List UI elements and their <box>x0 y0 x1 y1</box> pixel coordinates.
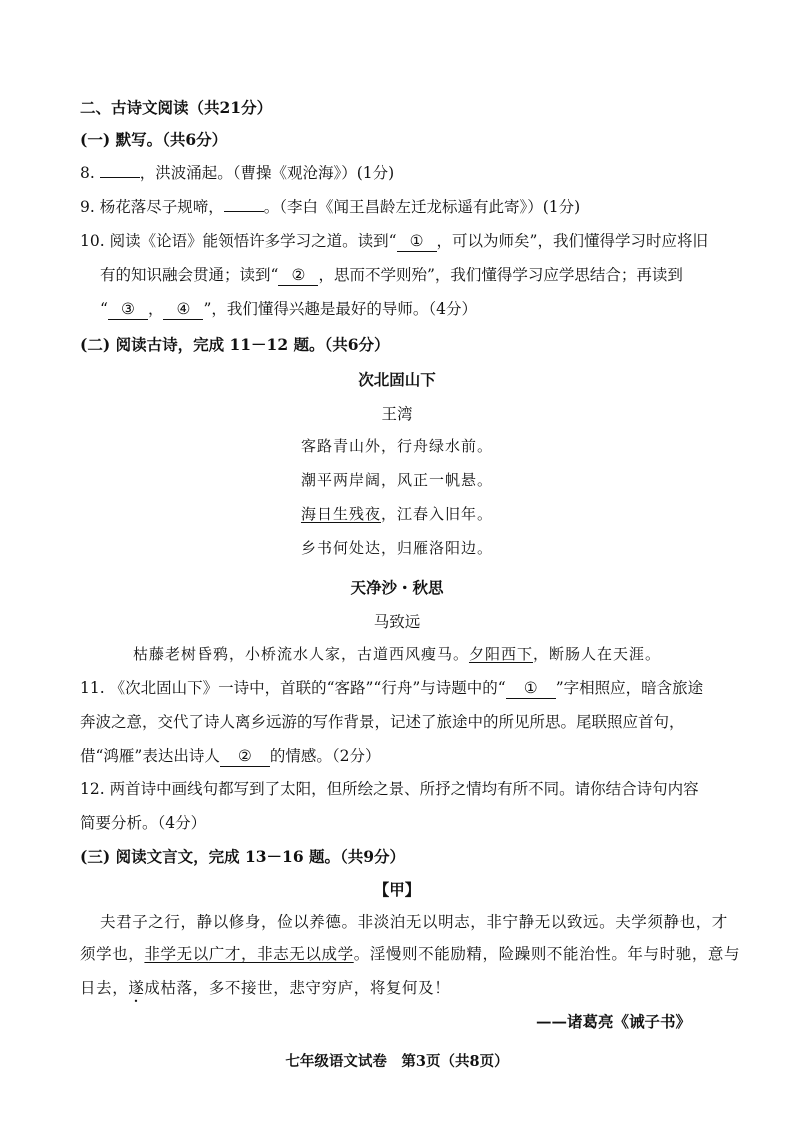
q10-text: ，思而不学则殆”，我们懂得学习应学思结合；再读到 <box>318 266 683 284</box>
poem2-text <box>0 644 794 664</box>
q11-text: ”字相照应，暗含旅途 <box>555 679 704 697</box>
question-12-line2: 简要分析。（4分） <box>80 814 207 832</box>
q8-text: ，洪波涌起。（曹操《观沧海》）(1分) <box>139 164 395 182</box>
passage-text: 日去， <box>80 979 129 997</box>
q10-text: 10. 阅读《论语》能领悟许多学习之道。读到“ <box>80 232 397 250</box>
q11-blank-2[interactable]: ② <box>220 746 270 767</box>
q10-blank-1[interactable]: ① <box>397 231 437 252</box>
question-10-line1 <box>80 231 708 252</box>
passage-jia-line: 夫君子之行，静以修身，俭以养德。非淡泊无以明志，非宁静无以致远。夫学须静也，才 <box>100 913 728 931</box>
q11-blank-1[interactable]: ① <box>506 678 556 699</box>
q10-text: ”，我们懂得兴趣是最好的导师。（4分） <box>203 300 477 318</box>
part2-title: (二) 阅读古诗，完成 11－12 题。（共6分） <box>80 335 390 354</box>
passage-jia-line-3 <box>80 978 450 1006</box>
question-10-line2 <box>100 265 683 286</box>
q11-text: 11. 《次北固山下》一诗中，首联的“客路”“行舟”与诗题中的“ <box>80 679 506 697</box>
poem1-line: 乡书何处达，归雁洛阳边。 <box>300 539 493 557</box>
q10-text: “ <box>100 300 108 318</box>
q8-answer-blank[interactable] <box>100 177 140 178</box>
section-title: 二、古诗文阅读（共21分） <box>80 98 273 117</box>
q10-text: ，可以为师矣”，我们懂得学习时应将旧 <box>436 232 708 250</box>
poem1-title: 次北固山下 <box>358 370 436 389</box>
question-11-line2: 奔波之意，交代了诗人离乡远游的写作背景，记述了旅途中的所见所思。尾联照应首句， <box>80 713 685 731</box>
poem1-line-3 <box>0 504 794 524</box>
q9-text-start: 9. 杨花落尽子规啼， <box>80 198 224 216</box>
poem2-text-part: 枯藤老树昏鸦，小桥流水人家，古道西风瘦马。 <box>132 645 469 663</box>
passage-underlined-sentence: 非学无以广才，非志无以成学 <box>144 945 354 963</box>
question-12-line1: 12. 两首诗中画线句都写到了太阳，但所绘之景、所抒之情均有所不同。请你结合诗句内容 <box>80 780 699 798</box>
q10-text: 有的知识融会贯通；读到“ <box>100 266 279 284</box>
poem1-author: 王湾 <box>381 405 413 423</box>
passage-source: ——诸葛亮《诫子书》 <box>535 1012 691 1031</box>
question-8 <box>80 163 394 183</box>
q10-blank-2[interactable]: ② <box>278 265 318 286</box>
q9-answer-blank[interactable] <box>224 211 264 212</box>
part1-title: (一) 默写。（共6分） <box>80 130 228 149</box>
q11-text: 借“鸿雁”表达出诗人 <box>80 747 220 765</box>
passage-jia-title: 【甲】 <box>373 880 421 899</box>
poem1-line: 潮平两岸阔，风正一帆悬。 <box>300 471 493 489</box>
passage-dotted-word: 遂 <box>128 979 145 997</box>
question-10-line3 <box>100 299 477 320</box>
poem2-title: 天净沙・秋思 <box>350 578 444 597</box>
q11-text: 的情感。（2分） <box>269 747 381 765</box>
poem2-underlined-phrase: 夕阳西下 <box>468 645 533 663</box>
q9-text-rest: 。（李白《闻王昌龄左迁龙标遥有此寄》）(1分) <box>263 198 581 216</box>
poem1-line: 客路青山外，行舟绿水前。 <box>300 437 493 455</box>
question-11-line3 <box>80 746 380 767</box>
poem2-text-part: ，断肠人在天涯。 <box>533 645 662 663</box>
q10-text: ， <box>147 300 164 318</box>
poem1-line-3-rest: ，江春入旧年。 <box>381 505 494 523</box>
poem2-author: 马致远 <box>373 613 421 631</box>
passage-text: 成枯落，多不接世，悲守穷庐，将复何及！ <box>144 979 451 997</box>
passage-text: 须学也， <box>80 945 145 963</box>
page-footer: 七年级语文试卷 第3页（共8页） <box>285 1053 509 1070</box>
passage-jia-line-2 <box>80 944 740 964</box>
q10-blank-4[interactable]: ④ <box>163 299 203 320</box>
part3-title: (三) 阅读文言文，完成 13－16 题。（共9分） <box>80 847 406 866</box>
q8-number: 8. <box>80 164 100 182</box>
question-11-line1 <box>80 678 703 699</box>
poem1-underlined-phrase: 海日生残夜 <box>300 505 381 523</box>
q10-blank-3[interactable]: ③ <box>108 299 148 320</box>
question-9 <box>80 197 580 217</box>
passage-text: 。淫慢则不能励精，险躁则不能治性。年与时驰，意与 <box>353 945 741 963</box>
